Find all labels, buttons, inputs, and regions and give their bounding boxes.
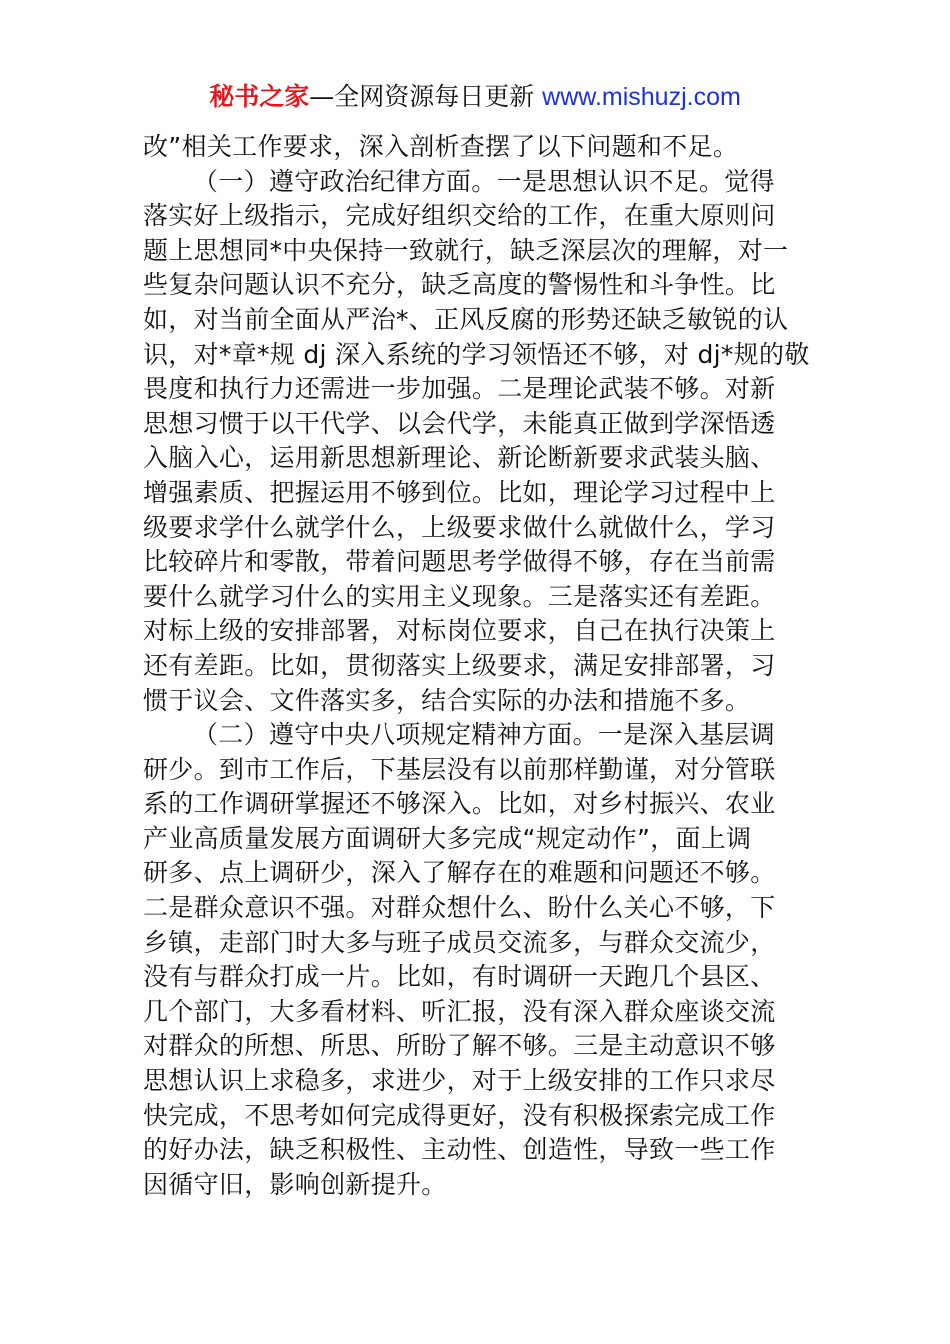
document-body [143,130,811,1202]
text-line: 没有与群众打成一片。比如，有时调研一天跑几个县区、 [143,962,776,992]
text-line: 入脑入心，运用新思想新理论、新论断新要求武装头脑、 [143,443,776,473]
text-line: 要什么就学习什么的实用主义现象。三是落实还有差距。 [143,581,776,611]
text-line: 惯于议会、文件落实多，结合实际的办法和措施不多。 [143,685,751,715]
text-line: 比较碎片和零散，带着问题思考学做得不够，存在当前需 [143,547,776,577]
text-line: 思想认识上求稳多，求进少，对于上级安排的工作只求尽 [143,1066,776,1096]
text-line: 研少。到市工作后，下基层没有以前那样勤谨，对分管联 [143,754,776,784]
text-line: 系的工作调研掌握还不够深入。比如，对乡村振兴、农业 [143,789,776,819]
text-line: 乡镇，走部门时大多与班子成员交流多，与群众交流少， [143,927,776,957]
text-line: 改”相关工作要求，深入剖析查摆了以下问题和不足。 [143,132,739,161]
section-heading-line: （二）遵守中央八项规定精神方面。一是深入基层调 [193,720,775,750]
text-line: 产业高质量发展方面调研大多完成“规定动作”，面上调 [143,823,752,853]
text-line: 二是群众意识不强。对群众想什么、盼什么关心不够，下 [143,893,776,923]
text-line: 识，对*章*规 dj 深入系统的学习领悟还不够，对 dj*规的敬 [143,339,810,369]
section-heading-line: （一）遵守政治纪律方面。一是思想认识不足。觉得 [193,166,775,196]
text-line: 思想习惯于以干代学、以会代学，未能真正做到学深悟透 [143,408,776,438]
text-line: 畏度和执行力还需进一步加强。二是理论武装不够。对新 [143,374,776,404]
text-line: 还有差距。比如，贯彻落实上级要求，满足安排部署，习 [143,650,776,680]
text-line: 级要求学什么就学什么，上级要求做什么就做什么，学习 [143,512,776,542]
text-line: 因循守旧，影响创新提升。 [143,1169,447,1199]
text-line: 几个部门，大多看材料、听汇报，没有深入群众座谈交流 [143,996,776,1026]
text-line: 如，对当前全面从严治*、正风反腐的形势还缺乏敏锐的认 [143,304,789,334]
text-line: 增强素质、把握运用不够到位。比如，理论学习过程中上 [143,477,776,507]
text-line: 对群众的所想、所思、所盼了解不够。三是主动意识不够 [143,1031,776,1061]
page-header [0,80,950,114]
text-line: 快完成，不思考如何完成得更好，没有积极探索完成工作 [143,1100,776,1130]
text-line: 对标上级的安排部署，对标岗位要求，自己在执行决策上 [143,616,776,646]
brand-name: 秘书之家 [209,82,310,111]
text-line: 落实好上级指示，完成好组织交给的工作，在重大原则问 [143,201,776,231]
site-url[interactable]: www.mishuzj.com [542,83,741,111]
header-tagline: —全网资源每日更新 [309,82,543,111]
text-line: 些复杂问题认识不充分，缺乏高度的警惕性和斗争性。比 [143,270,776,300]
text-line: 的好办法，缺乏积极性、主动性、创造性，导致一些工作 [143,1135,776,1165]
text-line: 题上思想同*中央保持一致就行，缺乏深层次的理解，对一 [143,235,789,265]
text-line: 研多、点上调研少，深入了解存在的难题和问题还不够。 [143,858,776,888]
